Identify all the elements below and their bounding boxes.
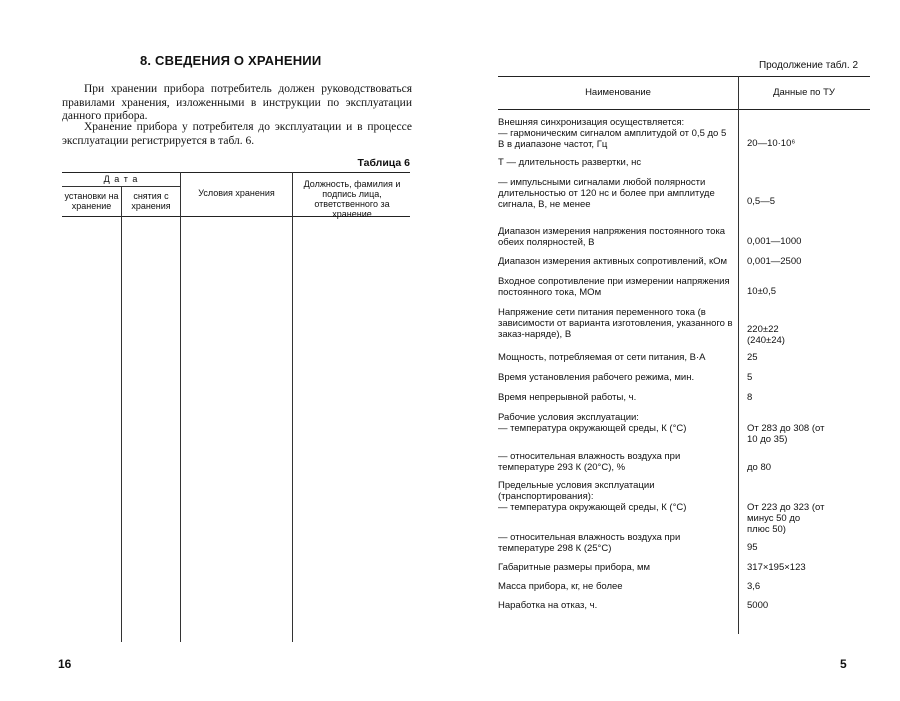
row-name: Масса прибора, кг, не более [498,581,623,592]
col-divider-1 [121,186,122,642]
row-name: Время непрерывной работы, ч. [498,392,637,403]
row-name: Мощность, потребляемая от сети питания, В·А [498,352,706,363]
row-name: — температура окружающей среды, К (°С) [498,423,687,434]
right-page [450,0,900,701]
row-value: 10±0,5 [747,286,776,297]
row-value: 5000 [747,600,769,611]
row-name: Наработка на отказ, ч. [498,600,598,611]
row-value: 5 [747,372,753,383]
header-value: Данные по ТУ [773,87,835,98]
row-value: 0,001—2500 [747,256,802,267]
row-name: Диапазон измерения напряжения постоянного тока обеих полярностей, В [498,226,726,248]
col-divider-3 [292,172,293,642]
col-remove-header: снятия с хранения [131,191,171,211]
row-name: — относительная влажность воздуха при температуре 293 К (20°С), % [498,451,681,473]
table-top-rule [62,172,410,173]
row-name: Время установления рабочего режима, мин. [498,372,695,383]
row-name: Входное сопротивление при измерении напряжения постоянного тока, МОм [498,276,730,298]
row-value: 3,6 [747,581,761,592]
row-name: — гармоническим сигналом амплитудой от 0,5 до 5 В в диапазоне частот, Гц [498,128,727,150]
row-name: Диапазон измерения активных сопротивлений, кОм [498,256,728,267]
row-value: 8 [747,392,753,403]
page-number-left: 16 [58,657,72,671]
row-name: Внешняя синхронизация осуществляется: [498,117,685,128]
row-value: От 223 до 323 (от минус 50 до плюс 50) [747,502,825,535]
table-caption: Таблица 6 [357,157,410,169]
header-name: Наименование [585,87,651,98]
column-divider [738,76,739,634]
storage-table [62,172,410,642]
row-value: 0,5—5 [747,196,775,207]
col-install-header: установки на хранение [64,191,119,211]
paragraph-1: При хранении прибора потребитель должен руководствоваться правилами хранения, изложенными в инструкции по эксплуатации данного прибора. [62,83,412,122]
row-value: до 80 [747,462,772,473]
row-name: Напряжение сети питания переменного тока (в зависимости от варианта изготовления, указанного в заказ-наряде), В [498,307,733,340]
section-title: 8. СВЕДЕНИЯ О ХРАНЕНИИ [140,53,322,68]
date-header: Д а т а [103,174,139,184]
continuation-caption: Продолжение табл. 2 [758,60,858,71]
page-number-right: 5 [840,657,847,671]
row-name: — температура окружающей среды, К (°С) [498,502,687,513]
row-name: Предельные условия эксплуатации (транспортирования): [498,480,655,502]
row-value: 95 [747,542,758,553]
col-conditions-header: Условия хранения [198,188,275,198]
table-header [498,76,870,110]
row-name: — импульсными сигналами любой полярности длительностью от 120 нс и более при амплитуде сигнала, В, не менее [498,177,715,210]
row-name: Габаритные размеры прибора, мм [498,562,651,573]
paragraph-2: Хранение прибора у потребителя до эксплуатации и в процессе эксплуатации регистрируется в табл. 6. [62,121,412,147]
col-divider-2 [180,172,181,642]
row-name: Рабочие условия эксплуатации: [498,412,639,423]
row-value: 317×195×123 [747,562,806,573]
col-responsible-header: Должность, фамилия и подпись лица, ответственного за хранение [303,179,401,219]
row-value: 20—10·10⁶ [747,138,796,149]
row-value: 25 [747,352,758,363]
row-name: Т — длительность развертки, нс [498,157,642,168]
row-value: От 283 до 308 (от 10 до 35) [747,423,825,445]
row-value: 220±22 (240±24) [747,324,785,346]
row-value: 0,001—1000 [747,236,802,247]
row-name: — относительная влажность воздуха при температуре 298 К (25°С) [498,532,681,554]
